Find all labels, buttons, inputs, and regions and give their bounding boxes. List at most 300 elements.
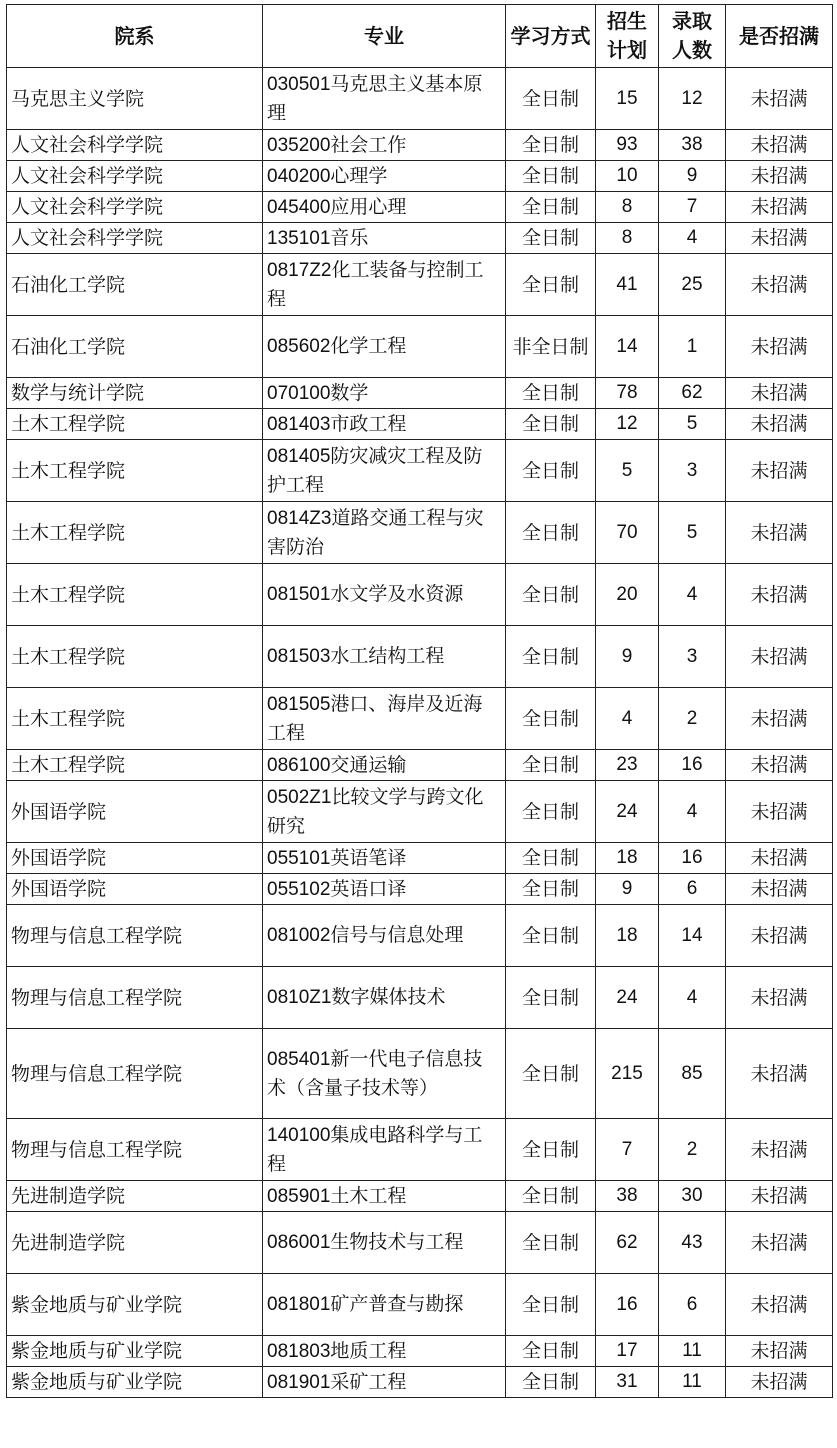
department-text: 土木工程学院 [11,707,126,730]
full-cell [726,130,833,161]
mode-text: 全日制 [521,1231,579,1254]
mode-cell [506,409,596,440]
plan-cell [596,1119,659,1181]
major-cell [263,409,506,440]
department-cell [7,750,263,781]
table-row [7,1119,833,1181]
department-text: 人文社会科学学院 [11,165,164,187]
full-status: 未招满 [750,1231,808,1254]
full-cell [726,688,833,750]
admitted-cell [659,564,726,626]
mode-cell [506,1119,596,1181]
admitted-cell [659,378,726,409]
plan-cell [596,409,659,440]
major-cell [263,1274,506,1336]
admitted-cell [659,1119,726,1181]
mode-cell [506,316,596,378]
table-row [7,440,833,502]
major-code: 081002 [267,925,331,946]
admitted-value: 7 [686,196,698,217]
mode-text: 全日制 [521,459,579,482]
mode-cell [506,874,596,905]
header-plan: 招生计划 [596,5,659,68]
department-cell [7,1212,263,1274]
mode-cell [506,905,596,967]
major-name: 化学工程 [330,335,407,357]
plan-cell [596,564,659,626]
major-name: 马克思主义基本原理 [267,73,483,124]
mode-cell [506,843,596,874]
plan-cell [596,502,659,564]
department-text: 先进制造学院 [11,1185,126,1207]
major-name: 市政工程 [330,412,407,435]
department-cell [7,254,263,316]
admitted-cell [659,1212,726,1274]
major-name: 生物技术与工程 [330,1231,464,1253]
major-cell [263,564,506,626]
mode-cell [506,223,596,254]
full-status: 未招满 [750,878,808,900]
major-cell [263,192,506,223]
full-cell [726,68,833,130]
full-cell [726,1212,833,1274]
full-cell [726,409,833,440]
department-cell [7,68,263,130]
full-status: 未招满 [750,707,808,730]
mode-text: 全日制 [521,583,579,606]
full-status: 未招满 [750,1062,808,1085]
full-status: 未招满 [750,583,808,606]
major-code: 081403 [267,413,331,435]
plan-value: 93 [616,134,638,155]
admitted-cell [659,1181,726,1212]
department-text: 土木工程学院 [11,754,126,776]
department-cell [7,316,263,378]
mode-text: 全日制 [521,1293,579,1316]
admitted-value: 85 [681,1062,703,1084]
major-cell [263,1029,506,1119]
admitted-value: 3 [686,645,698,667]
major-code: 140100 [267,1125,331,1146]
admitted-value: 4 [686,800,698,822]
major-cell [263,130,506,161]
table-row [7,905,833,967]
major-code: 055102 [267,878,331,900]
department-text: 石油化工学院 [11,273,126,296]
plan-value: 24 [616,986,638,1008]
major-code: 0817Z2 [267,260,332,281]
major-name: 音乐 [330,226,369,249]
full-status: 未招满 [750,227,808,249]
header-admitted: 录取人数 [659,5,726,68]
department-cell [7,564,263,626]
plan-value: 18 [616,924,638,946]
mode-text: 全日制 [521,986,579,1009]
department-text: 马克思主义学院 [11,87,145,110]
mode-text: 全日制 [521,1062,579,1085]
table-row [7,750,833,781]
mode-cell [506,192,596,223]
mode-cell [506,1181,596,1212]
full-cell [726,161,833,192]
table-row [7,223,833,254]
major-cell [263,1212,506,1274]
plan-value: 10 [616,165,638,186]
department-text: 物理与信息工程学院 [11,1138,183,1161]
major-name: 新一代电子信息技术（含量子技术等） [267,1048,483,1099]
major-code: 0502Z1 [267,787,332,808]
table-row [7,564,833,626]
full-cell [726,905,833,967]
department-cell [7,874,263,905]
table-row [7,316,833,378]
plan-value: 70 [616,521,638,543]
table-row [7,626,833,688]
plan-value: 31 [616,1371,638,1392]
plan-cell [596,688,659,750]
full-cell [726,1119,833,1181]
full-cell [726,254,833,316]
table-row [7,781,833,843]
plan-value: 215 [611,1062,643,1084]
department-cell [7,1029,263,1119]
full-status: 未招满 [750,335,808,358]
major-name: 英语笔译 [330,846,407,869]
major-name: 采矿工程 [330,1370,407,1393]
mode-text: 全日制 [521,1371,579,1393]
mode-text: 全日制 [521,645,579,668]
major-cell [263,1367,506,1398]
mode-text: 全日制 [521,382,579,404]
admitted-cell [659,626,726,688]
major-cell [263,874,506,905]
header-department: 院系 [7,5,263,68]
major-cell [263,440,506,502]
major-cell [263,378,506,409]
department-text: 石油化工学院 [11,335,126,358]
plan-cell [596,130,659,161]
major-name: 英语口译 [330,877,407,900]
mode-text: 全日制 [521,1185,579,1207]
department-text: 人文社会科学学院 [11,134,164,156]
major-name: 道路交通工程与灾害防治 [267,507,484,558]
major-name: 交通运输 [330,753,407,776]
department-cell [7,161,263,192]
major-code: 086100 [267,754,331,776]
plan-value: 9 [621,878,633,899]
major-code: 081405 [267,446,331,467]
admitted-value: 62 [681,382,703,403]
department-cell [7,130,263,161]
plan-value: 18 [616,847,638,868]
table-row [7,192,833,223]
mode-cell [506,688,596,750]
major-code: 055101 [267,847,331,869]
department-text: 土木工程学院 [11,413,126,435]
table-row [7,967,833,1029]
mode-cell [506,1029,596,1119]
plan-cell [596,967,659,1029]
department-cell [7,440,263,502]
major-cell [263,68,506,130]
admitted-cell [659,440,726,502]
plan-value: 15 [616,87,638,109]
major-cell [263,688,506,750]
mode-cell [506,967,596,1029]
mode-cell [506,161,596,192]
plan-cell [596,223,659,254]
full-status: 未招满 [750,273,808,296]
plan-cell [596,316,659,378]
major-name: 化工装备与控制工程 [267,259,484,310]
department-text: 物理与信息工程学院 [11,986,183,1009]
major-cell [263,843,506,874]
table-row [7,130,833,161]
major-code: 085401 [267,1049,331,1070]
major-cell [263,626,506,688]
table-row [7,409,833,440]
mode-cell [506,378,596,409]
department-cell [7,1119,263,1181]
full-status: 未招满 [750,800,808,823]
mode-text: 全日制 [521,878,579,900]
admitted-cell [659,68,726,130]
mode-text: 全日制 [521,707,579,730]
department-text: 紫金地质与矿业学院 [11,1371,183,1393]
plan-value: 9 [621,645,633,667]
plan-cell [596,1367,659,1398]
plan-value: 7 [621,1138,633,1160]
major-cell [263,316,506,378]
department-cell [7,1336,263,1367]
major-code: 045400 [267,196,331,218]
admitted-value: 5 [686,413,698,434]
major-name: 集成电路科学与工程 [267,1124,483,1175]
department-cell [7,843,263,874]
plan-cell [596,1274,659,1336]
major-name: 比较文学与跨文化研究 [267,786,484,837]
mode-cell [506,781,596,843]
admitted-value: 5 [686,521,698,543]
department-text: 土木工程学院 [11,583,126,606]
department-text: 物理与信息工程学院 [11,1062,183,1085]
admitted-cell [659,1274,726,1336]
plan-value: 12 [616,413,638,434]
plan-cell [596,781,659,843]
major-code: 086001 [267,1232,331,1253]
major-name: 水文学及水资源 [330,583,464,605]
major-code: 081901 [267,1371,331,1393]
admitted-value: 43 [681,1231,703,1253]
plan-cell [596,68,659,130]
table-row [7,68,833,130]
table-row [7,1274,833,1336]
table-row [7,254,833,316]
admitted-value: 6 [686,878,698,899]
admitted-value: 16 [681,847,703,868]
full-status: 未招满 [750,847,808,869]
admitted-cell [659,843,726,874]
plan-value: 14 [616,335,638,357]
full-cell [726,1367,833,1398]
full-cell [726,1274,833,1336]
full-cell [726,843,833,874]
admitted-value: 2 [686,707,698,729]
full-status: 未招满 [750,87,808,110]
department-text: 数学与统计学院 [11,382,145,404]
admitted-cell [659,874,726,905]
department-text: 紫金地质与矿业学院 [11,1340,183,1362]
major-code: 0810Z1 [267,987,332,1008]
full-status: 未招满 [750,196,808,218]
mode-cell [506,1367,596,1398]
mode-text: 全日制 [521,924,579,947]
major-cell [263,905,506,967]
table-row [7,843,833,874]
major-cell [263,1119,506,1181]
department-cell [7,905,263,967]
plan-cell [596,1181,659,1212]
admitted-value: 14 [681,924,703,946]
admitted-value: 9 [686,165,698,186]
department-cell [7,967,263,1029]
table-row [7,1181,833,1212]
admitted-value: 3 [686,459,698,481]
major-code: 070100 [267,382,331,404]
major-name: 社会工作 [330,133,407,156]
header-row [7,5,833,68]
table-row [7,502,833,564]
major-name: 防灾减灾工程及防护工程 [267,445,483,496]
department-cell [7,502,263,564]
admitted-cell [659,1336,726,1367]
major-cell [263,1336,506,1367]
admissions-table [6,4,833,1398]
full-status: 未招满 [750,1138,808,1161]
admitted-cell [659,688,726,750]
admitted-value: 2 [686,1138,698,1160]
table-row [7,1367,833,1398]
plan-cell [596,440,659,502]
major-name: 心理学 [330,164,388,187]
admitted-value: 16 [681,754,703,775]
full-cell [726,781,833,843]
department-cell [7,1367,263,1398]
mode-text: 全日制 [521,413,579,435]
full-cell [726,1181,833,1212]
full-cell [726,192,833,223]
major-cell [263,161,506,192]
plan-value: 20 [616,583,638,605]
major-code: 081505 [267,694,331,715]
major-code: 085602 [267,336,331,357]
admitted-cell [659,409,726,440]
mode-text: 非全日制 [512,335,589,358]
department-cell [7,688,263,750]
full-status: 未招满 [750,1371,808,1393]
major-name: 土木工程 [330,1184,407,1207]
mode-text: 全日制 [521,87,579,110]
admitted-cell [659,1029,726,1119]
department-cell [7,626,263,688]
major-name: 港口、海岸及近海工程 [267,693,483,744]
admitted-cell [659,905,726,967]
major-code: 0814Z3 [267,508,332,529]
full-status: 未招满 [750,413,808,435]
plan-value: 8 [621,227,633,248]
department-text: 土木工程学院 [11,459,126,482]
admitted-cell [659,130,726,161]
major-code: 040200 [267,165,331,187]
major-code: 035200 [267,134,331,156]
full-status: 未招满 [750,134,808,156]
full-status: 未招满 [750,459,808,482]
full-status: 未招满 [750,754,808,776]
full-status: 未招满 [750,521,808,544]
plan-cell [596,626,659,688]
full-status: 未招满 [750,924,808,947]
plan-cell [596,1212,659,1274]
plan-cell [596,874,659,905]
department-text: 外国语学院 [11,800,107,823]
plan-value: 8 [621,196,633,217]
mode-text: 全日制 [521,196,579,218]
mode-text: 全日制 [521,1340,579,1362]
plan-value: 5 [621,459,633,481]
full-cell [726,1336,833,1367]
full-status: 未招满 [750,986,808,1009]
table-body [7,68,833,1398]
mode-cell [506,68,596,130]
department-text: 外国语学院 [11,878,107,900]
full-cell [726,223,833,254]
major-code: 081803 [267,1340,331,1362]
plan-cell [596,750,659,781]
mode-cell [506,626,596,688]
full-cell [726,564,833,626]
mode-cell [506,254,596,316]
full-cell [726,440,833,502]
major-code: 085901 [267,1185,331,1207]
full-cell [726,502,833,564]
department-text: 紫金地质与矿业学院 [11,1293,183,1316]
admitted-cell [659,254,726,316]
plan-cell [596,1336,659,1367]
full-cell [726,626,833,688]
mode-cell [506,564,596,626]
full-cell [726,316,833,378]
plan-cell [596,192,659,223]
full-cell [726,874,833,905]
admitted-cell [659,750,726,781]
admitted-cell [659,1367,726,1398]
table-header [7,5,833,68]
plan-cell [596,1029,659,1119]
major-cell [263,781,506,843]
department-cell [7,1274,263,1336]
plan-value: 17 [616,1340,638,1361]
major-cell [263,750,506,781]
full-status: 未招满 [750,382,808,404]
department-cell [7,223,263,254]
mode-cell [506,750,596,781]
major-code: 081801 [267,1294,331,1315]
full-cell [726,967,833,1029]
department-cell [7,409,263,440]
full-status: 未招满 [750,645,808,668]
admitted-cell [659,223,726,254]
mode-text: 全日制 [521,1138,579,1161]
